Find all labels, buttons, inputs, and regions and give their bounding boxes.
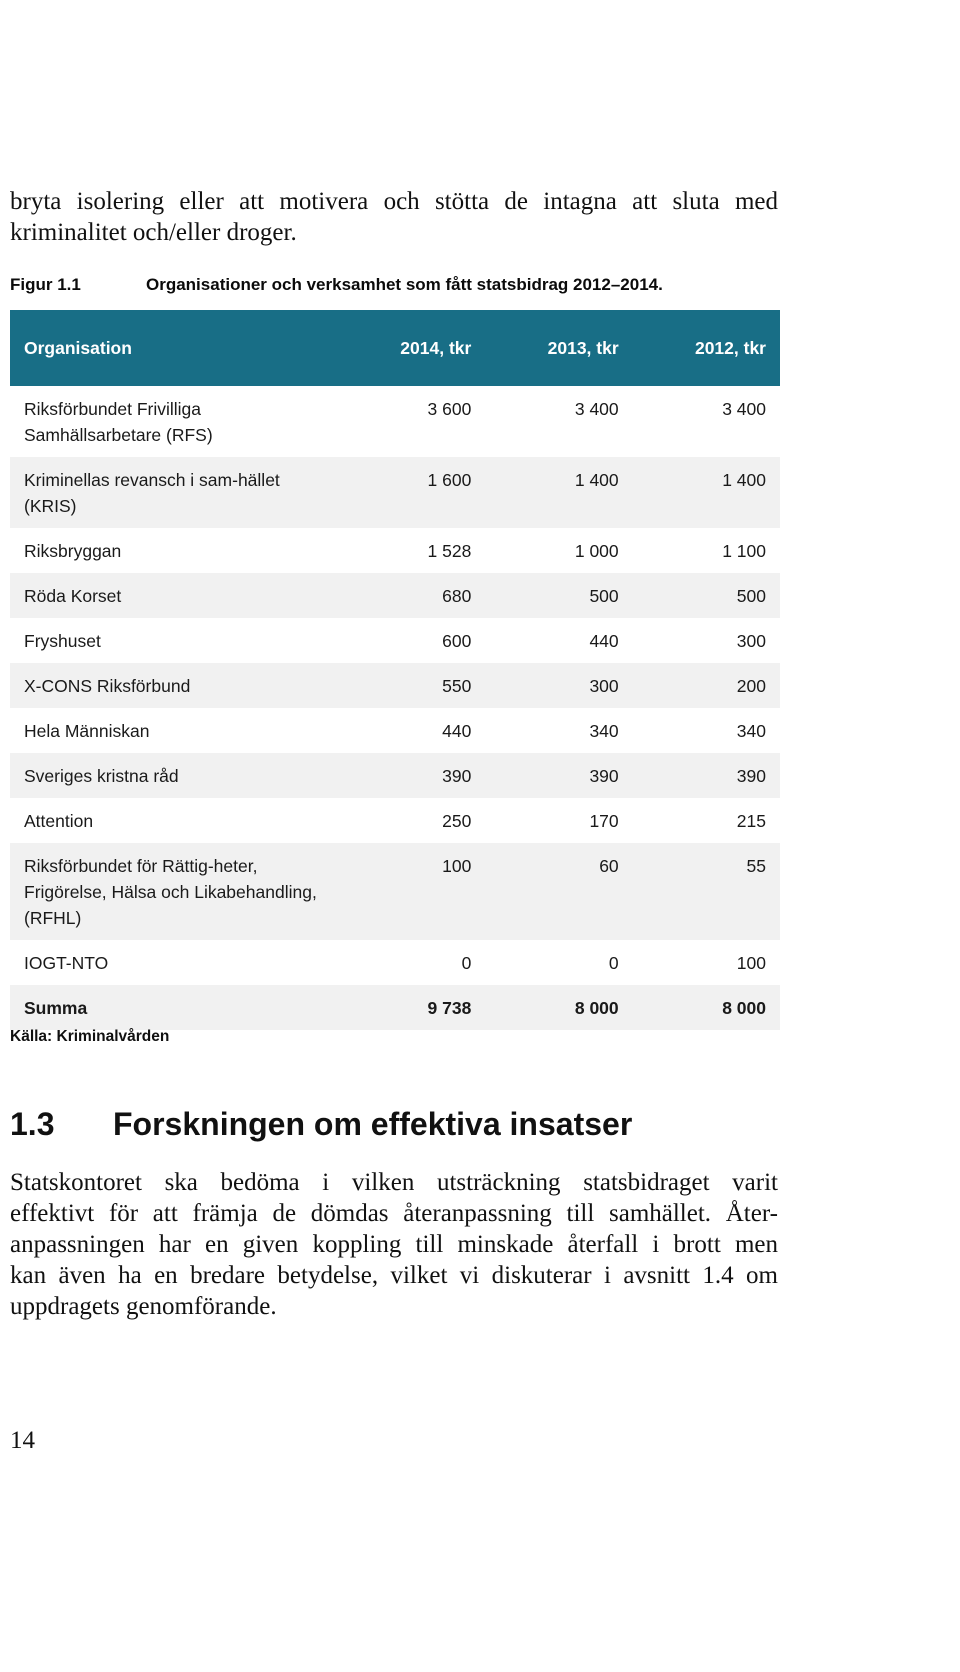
table-row [10,753,780,798]
cell-2013: 500 [485,573,632,618]
cell-organisation: Attention [24,811,94,831]
column-header-2012: 2012, tkr [633,310,780,386]
column-header-2013: 2013, tkr [485,310,632,386]
cell-2012: 100 [736,953,766,973]
cell-2012: 300 [736,631,766,651]
section-body-paragraph [10,1167,778,1322]
section-number: 1.3 [10,1106,55,1142]
table-row [10,940,780,985]
total-cell-2013: 8 000 [485,985,632,1030]
section-heading [10,1106,632,1143]
cell-2012: 55 [633,843,780,940]
cell-2013: 3 400 [574,399,619,419]
cell-organisation: Fryshuset [24,631,101,651]
cell-2014: 390 [338,753,485,798]
body-line: effektivt för att främja de dömdas återanpassning till samhället. Åter- [10,1200,778,1227]
column-header-2014: 2014, tkr [338,310,485,386]
cell-organisation: Riksförbundet för Rättig-heter, Frigörelse, Hälsa och Likabehandling, (RFHL) [10,843,338,940]
cell-organisation: IOGT-NTO [24,953,109,973]
figure-number: Figur 1.1 [10,275,81,294]
cell-2012: 1 100 [722,541,766,561]
cell-2014: 1 600 [338,457,485,528]
intro-line: bryta isolering eller att motivera och stötta de intagna att sluta med [10,188,778,215]
table-row [10,573,780,618]
figure-caption [10,275,780,295]
page-number: 14 [10,1427,35,1454]
cell-2013: 60 [485,843,632,940]
table-total-row [10,985,780,1030]
cell-organisation: Riksbryggan [24,541,122,561]
body-line: Statskontoret ska bedöma i vilken utsträckning statsbidraget varit [10,1169,778,1196]
intro-line: kriminalitet och/eller droger. [10,219,297,246]
cell-2014: 100 [338,843,485,940]
cell-2014: 1 528 [427,541,472,561]
cell-2012: 500 [633,573,780,618]
cell-2014: 3 600 [427,399,472,419]
body-line: uppdragets genomförande. [10,1293,277,1320]
cell-organisation: Sveriges kristna råd [10,753,338,798]
table-row [10,457,780,528]
table-row [10,618,780,663]
cell-2012: 200 [633,663,780,708]
table-row [10,528,780,573]
cell-organisation: Kriminellas revansch i sam-hället (KRIS) [10,457,338,528]
body-line: kan även ha en bredare betydelse, vilket vi diskuterar i avsnitt 1.4 om [10,1262,778,1289]
cell-2013: 440 [589,631,619,651]
cell-2014: 550 [338,663,485,708]
cell-2014: 680 [338,573,485,618]
total-cell-2012: 8 000 [633,985,780,1030]
intro-paragraph [10,186,778,248]
cell-2014: 250 [442,811,472,831]
cell-2013: 340 [589,721,619,741]
table-row [10,708,780,753]
figure-title: Organisationer och verksamhet som fått statsbidrag 2012–2014. [146,275,663,294]
cell-2012: 340 [736,721,766,741]
body-line: anpassningen har en given koppling till minskade återfall i brott men [10,1231,778,1258]
total-cell-2014: 9 738 [338,985,485,1030]
table-source: Källa: Kriminalvården [10,1028,170,1045]
column-header-organisation: Organisation [10,310,338,386]
table-body [10,386,780,1030]
table-row [10,843,780,940]
section-title: Forskningen om effektiva insatser [113,1106,633,1142]
cell-2013: 170 [589,811,619,831]
table-row [10,663,780,708]
cell-2013: 390 [485,753,632,798]
cell-organisation: Hela Människan [24,721,150,741]
cell-2013: 1 000 [574,541,619,561]
cell-2012: 215 [736,811,766,831]
cell-organisation: Röda Korset [10,573,338,618]
cell-2013: 0 [608,953,619,973]
cell-2013: 1 400 [485,457,632,528]
cell-2014: 600 [442,631,472,651]
total-cell-organisation: Summa [10,985,338,1030]
grants-table [10,310,780,1030]
cell-organisation: X-CONS Riksförbund [10,663,338,708]
cell-2014: 0 [461,953,472,973]
table-row [10,798,780,843]
cell-2012: 1 400 [633,457,780,528]
table-header-row [10,310,780,386]
cell-2014: 440 [442,721,472,741]
cell-2012: 390 [633,753,780,798]
cell-2012: 3 400 [722,399,766,419]
table-row [10,386,780,457]
cell-2013: 300 [485,663,632,708]
cell-organisation: Riksförbundet Frivilliga Samhällsarbetare (RFS) [24,399,213,445]
